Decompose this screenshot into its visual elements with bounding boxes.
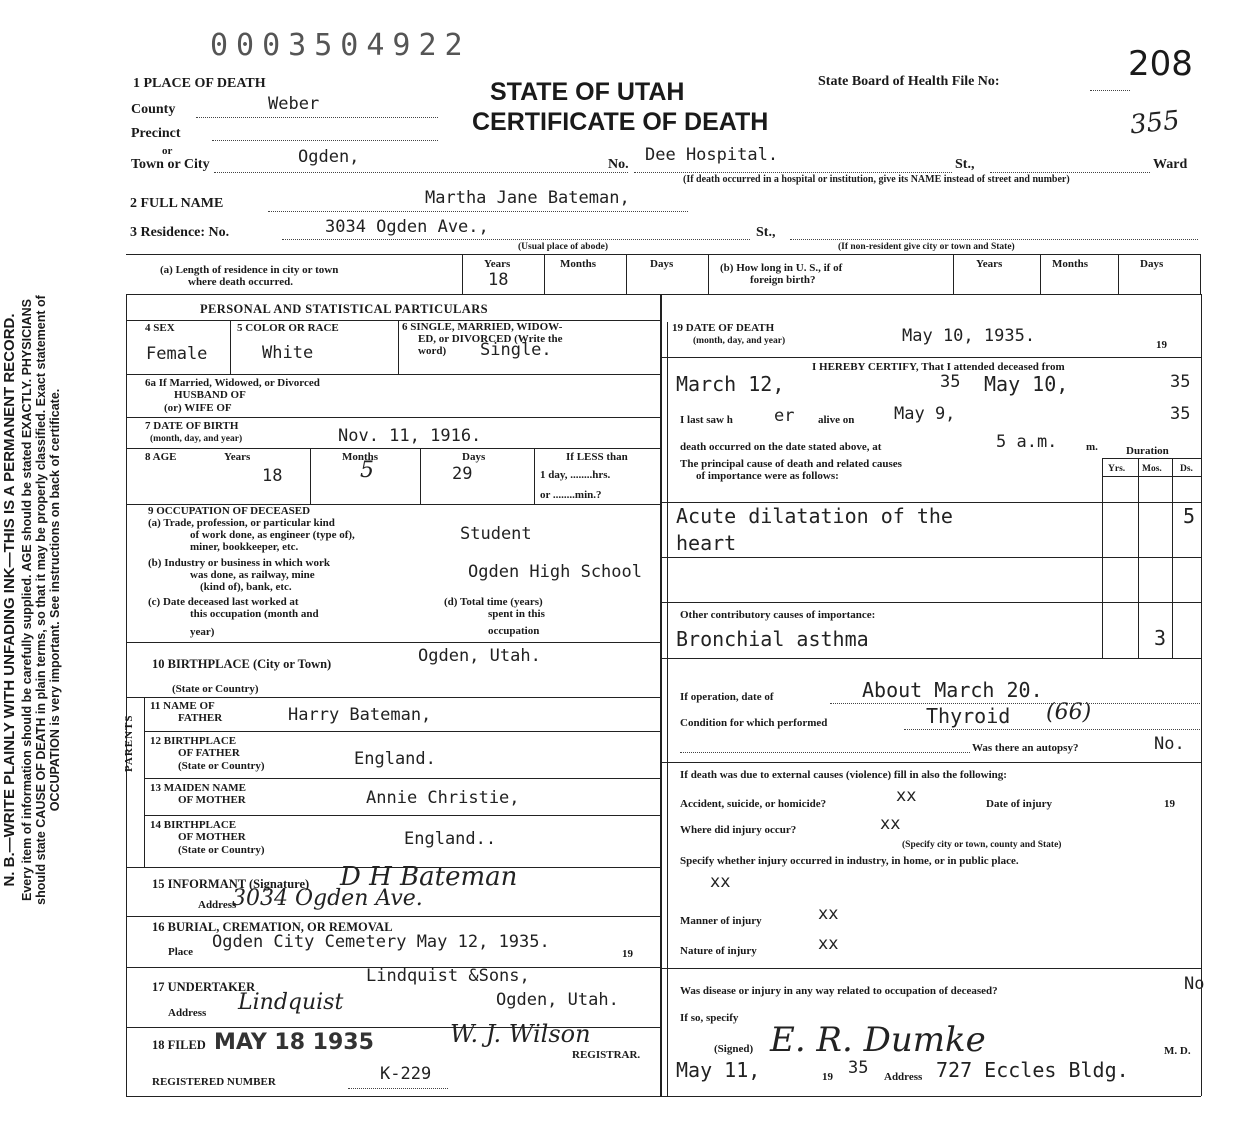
condition-value: Thyroid [926, 704, 1011, 728]
registrar-signature: W. J. Wilson [450, 1020, 591, 1048]
hospital-note: (If death occurred in a hospital or institution, give its NAME instead of street and number) [683, 174, 1070, 185]
residence-st-label: St., [756, 225, 776, 240]
us-label-a: (b) How long in U. S., if of [720, 262, 843, 274]
last-saw-year: 35 [1170, 404, 1191, 424]
us-days-header: Days [1140, 258, 1164, 270]
county-label: County [131, 102, 176, 117]
spouse-label-b: HUSBAND OF [174, 389, 246, 401]
trade-label-a: (a) Trade, profession, or particular kind [148, 517, 335, 529]
us-label-b: foreign birth? [750, 274, 816, 286]
precinct-label: Precinct [131, 126, 181, 141]
ds-header: Ds. [1180, 464, 1193, 474]
mother-label-a: 13 MAIDEN NAME [150, 782, 246, 794]
if-so-label: If so, specify [680, 1012, 739, 1024]
town-label: Town or City [131, 157, 210, 172]
state-country-label: (State or Country) [172, 683, 259, 695]
age-months-header: Months [342, 451, 379, 463]
mother-name: Annie Christie, [366, 788, 520, 808]
no-label: No. [608, 157, 629, 172]
age-days: 29 [452, 464, 473, 484]
min-label: or ........min.? [540, 489, 602, 501]
years-header: Years [484, 258, 511, 270]
town-value: Ogden, [298, 147, 360, 167]
father-label-b: FATHER [178, 712, 223, 724]
attended-from: March 12, [676, 372, 785, 396]
margin-notes [0, 90, 62, 1110]
residence-years: 18 [488, 270, 509, 290]
days-header: Days [650, 258, 674, 270]
serial-number: 0003504922 [210, 28, 471, 63]
nature-label: Nature of injury [680, 945, 757, 957]
accident-label: Accident, suicide, or homicide? [680, 798, 827, 810]
date-death-label-b: (month, day, and year) [693, 336, 786, 346]
father-birthplace: England. [354, 749, 436, 769]
related-label: Was disease or injury in any way related to occupation of deceased? [680, 985, 998, 997]
related-value: No [1184, 974, 1205, 994]
mother-bp-label-a: 14 BIRTHPLACE [150, 819, 237, 831]
industry-label-c: (kind of), bank, etc. [200, 581, 292, 593]
race-label: 5 COLOR OR RACE [237, 322, 339, 334]
marital-label-b: ED, or DIVORCED (Write the [418, 333, 563, 345]
mother-bp-label-c: (State or Country) [178, 844, 265, 856]
dob-value: Nov. 11, 1916. [338, 426, 482, 446]
age-years-header: Years [224, 451, 251, 463]
industry-label-a: (b) Industry or business in which work [148, 557, 330, 569]
autopsy-label: Was there an autopsy? [972, 742, 1079, 754]
full-name-label: 2 FULL NAME [130, 196, 224, 211]
instruction-line-2: should state CAUSE OF DEATH in plain terms, so that it may be properly classified. Exact statement of [34, 295, 48, 905]
less-than-label: If LESS than [566, 451, 628, 463]
file-number: 208 [1128, 44, 1193, 84]
lastwork-label-b: this occupation (month and [190, 608, 319, 620]
operation-date: About March 20. [862, 678, 1043, 702]
us-years-header: Years [976, 258, 1003, 270]
age-months: 5 [360, 458, 374, 483]
physician-signature: E. R. Dumke [770, 1020, 986, 1060]
residence-value: 3034 Ogden Ave., [325, 217, 489, 237]
sex-label: 4 SEX [145, 322, 175, 334]
spouse-label-a: 6a If Married, Widowed, or Divorced [145, 377, 320, 389]
father-name: Harry Bateman, [288, 705, 432, 725]
father-bp-label-b: OF FATHER [178, 747, 240, 759]
ink-warning: N. B.—WRITE PLAINLY WITH UNFADING INK—THIS IS A PERMANENT RECORD. [1, 313, 18, 887]
specify-value: xx [710, 872, 731, 892]
trade-value: Student [460, 524, 532, 544]
lastwork-label-c: year) [190, 626, 215, 638]
sex-value: Female [146, 344, 208, 364]
father-bp-label-a: 12 BIRTHPLACE [150, 735, 237, 747]
external-causes-label: If death was due to external causes (violence) fill in also the following: [680, 769, 1007, 781]
dob-label-a: 7 DATE OF BIRTH [145, 420, 239, 432]
local-number: 355 [1128, 105, 1182, 141]
registered-number: K-229 [380, 1064, 432, 1084]
nonres-note: (If non-resident give city or town and State) [838, 242, 1015, 252]
signed-label: (Signed) [714, 1043, 754, 1055]
physician-address: 727 Eccles Bldg. [936, 1058, 1129, 1082]
date-of-death: May 10, 1935. [902, 326, 1036, 346]
time-of-death: 5 a.m. [996, 432, 1058, 452]
mother-birthplace: England.. [404, 829, 497, 849]
race-value: White [262, 343, 314, 363]
duration-label: Duration [1126, 445, 1169, 457]
registered-number-label: REGISTERED NUMBER [152, 1076, 276, 1088]
marital-value: Single. [480, 340, 552, 360]
nature-value: xx [818, 934, 839, 954]
operation-label: If operation, date of [680, 691, 774, 703]
where-value: xx [880, 814, 901, 834]
ward-label: Ward [1153, 157, 1188, 172]
informant-address: 3034 Ogden Ave. [232, 886, 423, 911]
mother-bp-label-b: OF MOTHER [178, 831, 246, 843]
months-header: Months [560, 258, 597, 270]
title-certificate: CERTIFICATE OF DEATH [472, 108, 769, 136]
full-name-value: Martha Jane Bateman, [425, 188, 630, 208]
residence-label: 3 Residence: No. [130, 225, 230, 240]
instruction-line-3: OCCUPATION is very important. See instructions on back of certificate. [48, 388, 62, 812]
death-year-label: 19 [1156, 339, 1167, 351]
m-label: m. [1086, 441, 1098, 453]
county-value: Weber [268, 94, 320, 114]
manner-value: xx [818, 904, 839, 924]
hospital-value: Dee Hospital. [645, 145, 779, 165]
title-state: STATE OF UTAH [490, 78, 685, 106]
attended-from-year: 35 [940, 372, 961, 392]
other-causes-label: Other contributory causes of importance: [680, 609, 876, 621]
burial-place: Ogden City Cemetery May 12, 1935. [212, 932, 550, 952]
marital-label-c: word) [418, 345, 447, 357]
condition-label: Condition for which performed [680, 717, 828, 729]
md-label: M. D. [1164, 1045, 1191, 1057]
autopsy-value: No. [1154, 734, 1185, 754]
burial-year-label: 19 [622, 948, 633, 960]
cause-label-a: The principal cause of death and related causes [680, 458, 902, 470]
injury-date-label: Date of injury [986, 798, 1052, 810]
attended-to: May 10, [984, 372, 1069, 396]
informant-address-label: Address [198, 899, 237, 911]
undertaker-address: Ogden, Utah. [496, 990, 619, 1010]
signed-year: 35 [848, 1058, 869, 1078]
specify-label: Specify whether injury occurred in industry, in home, or in public place. [680, 855, 1019, 867]
alive-on-label: alive on [818, 414, 855, 426]
signed-year-label: 19 [822, 1071, 833, 1083]
burial-place-label: Place [168, 946, 194, 958]
us-months-header: Months [1052, 258, 1089, 270]
filed-label: 18 FILED [152, 1038, 206, 1052]
dob-label-b: (month, day, and year) [150, 434, 243, 444]
parents-side-label: PARENTS [123, 714, 135, 772]
spouse-label-c: (or) WIFE OF [164, 402, 232, 414]
instruction-line-1: Every item of information should be carefully supplied. AGE should be stated EXACTLY. PHYSICIANS [20, 299, 34, 901]
primary-cause-cont: heart [676, 531, 737, 555]
informant-label: 15 INFORMANT (Signature) [152, 877, 310, 891]
filed-stamp: MAY 18 1935 [214, 1030, 374, 1055]
industry-value: Ogden High School [468, 562, 642, 582]
total-time-label-b: spent in this [488, 608, 545, 620]
yrs-header: Yrs. [1108, 464, 1126, 474]
total-time-label-c: occupation [488, 625, 540, 637]
total-time-label-a: (d) Total time (years) [444, 596, 543, 608]
undertaker-signature: Lindquist [238, 990, 344, 1015]
length-label-a: (a) Length of residence in city or town [160, 264, 339, 276]
lastwork-label-a: (c) Date deceased last worked at [148, 596, 299, 608]
burial-label: 16 BURIAL, CREMATION, OR REMOVAL [152, 920, 393, 934]
signed-date: May 11, [676, 1058, 761, 1082]
last-saw-her: er [774, 406, 795, 426]
primary-cause: Acute dilatation of the [676, 504, 953, 528]
day-hrs-label: 1 day, ........hrs. [540, 469, 611, 481]
undertaker-label: 17 UNDERTAKER [152, 980, 256, 994]
place-label: 1 PLACE OF DEATH [133, 76, 266, 91]
or-label: or [162, 145, 173, 157]
trade-label-c: miner, bookkeeper, etc. [190, 541, 299, 553]
industry-label-b: was done, as railway, mine [190, 569, 315, 581]
condition-annotation: (66) [1046, 700, 1092, 725]
contributory-cause-months: 3 [1154, 626, 1167, 650]
primary-cause-days: 5 [1183, 504, 1196, 528]
attended-to-year: 35 [1170, 372, 1191, 392]
where-note: (Specify city or town, county and State) [902, 840, 1062, 850]
age-years: 18 [262, 466, 283, 486]
registrar-label: REGISTRAR. [572, 1049, 641, 1061]
personal-section-label: PERSONAL AND STATISTICAL PARTICULARS [200, 302, 488, 316]
st-label: St., [955, 157, 975, 172]
where-label: Where did injury occur? [680, 824, 797, 836]
mother-label-b: OF MOTHER [178, 794, 246, 806]
contributory-cause: Bronchial asthma [676, 627, 869, 651]
last-saw-date: May 9, [894, 404, 956, 424]
mos-header: Mos. [1142, 464, 1162, 474]
trade-label-b: of work done, as engineer (type of), [190, 529, 355, 541]
birthplace-value: Ogden, Utah. [418, 646, 541, 666]
occupation-label: 9 OCCUPATION OF DECEASED [148, 505, 311, 517]
length-label-b: where death occurred. [188, 276, 293, 288]
informant-signature: D H Bateman [340, 862, 518, 892]
undertaker-name: Lindquist &Sons, [366, 966, 530, 986]
certify-label: I HEREBY CERTIFY, That I attended deceased from [812, 361, 1065, 373]
marital-label-a: 6 SINGLE, MARRIED, WIDOW- [402, 321, 563, 333]
undertaker-address-label: Address [168, 1007, 207, 1019]
accident-value: xx [896, 786, 917, 806]
file-no-label: State Board of Health File No: [818, 74, 1000, 89]
age-days-header: Days [462, 451, 486, 463]
manner-label: Manner of injury [680, 915, 762, 927]
age-label: 8 AGE [145, 451, 177, 463]
birthplace-label: 10 BIRTHPLACE (City or Town) [152, 657, 332, 671]
cause-label-b: of importance were as follows: [696, 470, 839, 482]
occurred-label: death occurred on the date stated above, at [680, 441, 882, 453]
date-death-label-a: 19 DATE OF DEATH [672, 322, 775, 334]
father-label-a: 11 NAME OF [150, 700, 215, 712]
physician-address-label: Address [884, 1071, 923, 1083]
last-saw-label: I last saw h [680, 414, 733, 426]
father-bp-label-c: (State or Country) [178, 760, 265, 772]
abode-note: (Usual place of abode) [518, 242, 608, 252]
injury-year-label: 19 [1164, 798, 1175, 810]
